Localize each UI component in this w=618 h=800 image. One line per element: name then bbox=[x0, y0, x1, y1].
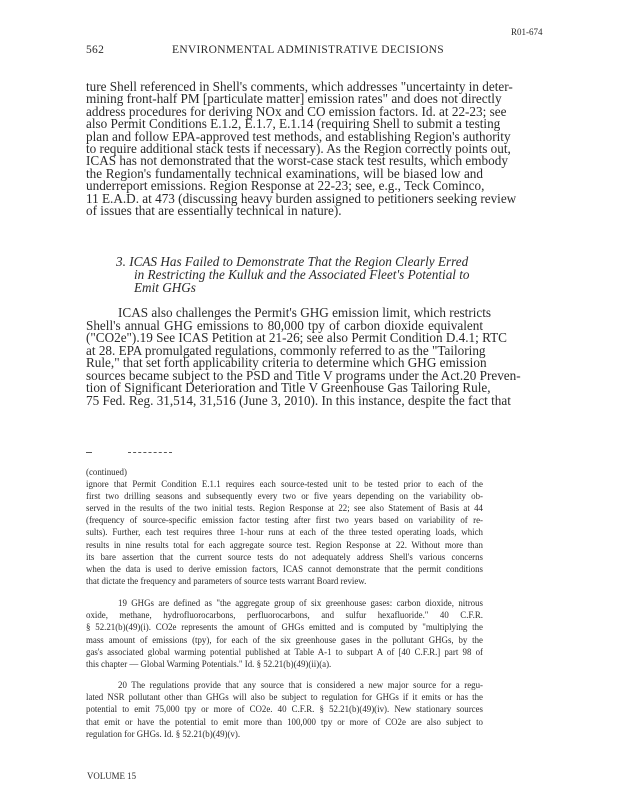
page-number: 562 bbox=[86, 44, 105, 56]
text-line: 11 E.A.D. at 473 (discussing heavy burden assigned to petitioners seeking review bbox=[86, 190, 517, 206]
text-line: Shell's annual GHG emissions to 80,000 tpy of carbon dioxide equivalent bbox=[86, 317, 483, 333]
text-line: address procedures for deriving NOx and CO emission factors. Id. at 22-23; see bbox=[86, 103, 507, 119]
footnote-line: oxide, methane, hydrofluorocarbons, perfluorocarbons, and sulfur hexafluoride." 40 C.F.R. bbox=[86, 610, 483, 621]
text-line: also Permit Conditions E.1.2, E.1.7, E.1.14 (requiring Shell to submit a testing bbox=[86, 116, 501, 132]
footnote-line: lated NSR pollutant other than GHGs will also be subject to regulation for GHGs if it emits or has the bbox=[86, 692, 483, 703]
text-line: Rule," that set forth applicability criteria to determine which GHG emission bbox=[86, 355, 487, 370]
footnote-line: sults). Further, each test requires three 1-hour runs at each of the three tested operating loads, which bbox=[86, 527, 483, 538]
volume-footer: VOLUME 15 bbox=[87, 771, 137, 781]
text-line: mining front-half PM [particulate matter] emission rates" and does not directly bbox=[86, 91, 502, 107]
text-line: sources became subject to the PSD and Title V programs under the Act.20 Preven- bbox=[86, 367, 521, 383]
footnote-line: its bare assertion that the current source tests do not adequately address Shell's various concerns bbox=[86, 551, 483, 562]
footnote-line: first two drilling seasons and subsequently every two or five years depending on the variability ob- bbox=[86, 491, 483, 502]
text-line: to require additional stack tests if necessary). As the Region correctly points out, bbox=[86, 141, 511, 156]
footnote-line: potential to emit 75,000 tpy or more of CO2e. 40 C.F.R. § 52.21(b)(49)(iv). New stationary sources bbox=[86, 704, 483, 715]
footnote-line: regulation for GHGs. Id. § 52.21(b)(49)(v). bbox=[86, 728, 241, 739]
heading-line: in Restricting the Kulluk and the Associated Fleet's Potential to bbox=[134, 267, 470, 282]
footnote-line: mass amount of emissions (tpy), for each of the six greenhouse gases in the pollutant GHGs, by the bbox=[86, 634, 483, 645]
footnote-line: served in the results of the two initial tests. Region Response at 22; see also Statement of Basis at 44 bbox=[86, 503, 483, 514]
text-line: the Region's fundamentally technical examinations, will be biased low and bbox=[86, 165, 483, 181]
footnote-divider-short bbox=[86, 452, 92, 453]
heading-line: 3. ICAS Has Failed to Demonstrate That the Region Clearly Erred bbox=[116, 254, 469, 269]
document-id: R01-674 bbox=[511, 27, 543, 37]
text-line: 75 Fed. Reg. 31,514, 31,516 (June 3, 2010). In this instance, despite the fact that bbox=[86, 392, 511, 408]
text-line: underreport emissions. Region Response at 22-23; see, e.g., Teck Cominco, bbox=[86, 178, 485, 194]
text-line: plan and follow EPA-approved test methods, and establishing Region's authority bbox=[86, 128, 511, 144]
footnote-line: that emit or have the potential to emit more than 100,000 tpy or more of CO2e are also subject to bbox=[86, 716, 483, 727]
footnote-line: gas's associated global warming potential published at Table A-1 to subpart A of [40 C.F.R.] part 98 of bbox=[86, 646, 483, 657]
footnote-line: § 52.21(b)(49)(i). CO2e represents the amount of GHGs emitted and is computed by "multiplying the bbox=[86, 622, 483, 633]
text-line: ICAS also challenges the Permit's GHG emission limit, which restricts bbox=[118, 305, 492, 320]
footnote-divider bbox=[128, 452, 172, 453]
text-line: ture Shell referenced in Shell's comments, which addresses "uncertainty in deter- bbox=[86, 79, 513, 94]
footnote-line: this chapter — Global Warming Potentials." Id. § 52.21(b)(49)(ii)(a). bbox=[86, 659, 332, 669]
heading-line: Emit GHGs bbox=[134, 280, 196, 295]
text-line: ICAS has not demonstrated that the worst-case stack test results, which embody bbox=[86, 153, 508, 169]
footnote-line: results in nine results total for each aggregate source test. Region Response at 22. Without more than bbox=[86, 539, 483, 550]
text-line: ("CO2e").19 See ICAS Petition at 21-26; see also Permit Condition D.4.1; RTC bbox=[86, 330, 507, 345]
footnote-line: that dictate the frequency and parameters of source tests warrant Board review. bbox=[86, 575, 367, 586]
footnote-line: when the data is used to derive emission factors, ICAS cannot demonstrate that the permit conditions bbox=[86, 563, 483, 574]
footnote-line: 20 The regulations provide that any source that is considered a new major source for a regu- bbox=[118, 680, 483, 690]
footnote-line: (frequency of source-specific emission factor testing after first two years based on variability of re- bbox=[86, 515, 483, 526]
text-line: tion of Significant Deterioration and Title V Greenhouse Gas Tailoring Rule, bbox=[86, 380, 491, 395]
text-line: of issues that are essentially technical in nature). bbox=[86, 203, 342, 218]
footnote-line: ignore that Permit Condition E.1.1 requires each source-tested unit to be tested prior to each of the bbox=[86, 479, 483, 489]
footnote-line: 19 GHGs are defined as "the aggregate group of six greenhouse gases: carbon dioxide, nitrous bbox=[118, 598, 483, 608]
text-line: at 28. EPA promulgated regulations, commonly referred to as the "Tailoring bbox=[86, 342, 486, 358]
footnote-continued-label: (continued) bbox=[86, 467, 127, 477]
running-title: ENVIRONMENTAL ADMINISTRATIVE DECISIONS bbox=[172, 44, 444, 56]
